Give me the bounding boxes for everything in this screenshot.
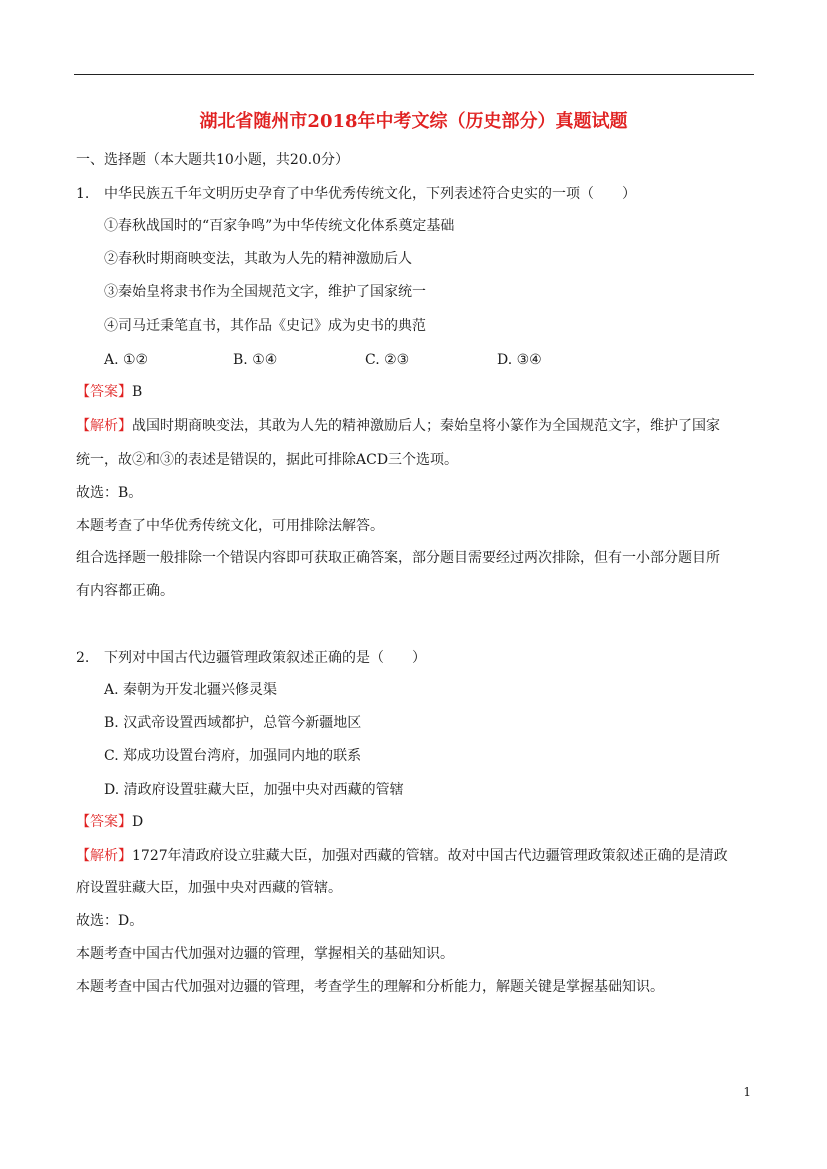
header-rule [74, 74, 754, 75]
question-1-option-a: A. ①② [104, 352, 149, 368]
answer-value: D [132, 814, 144, 830]
question-2-option-d: D. 清政府设置驻藏大臣，加强中央对西藏的管辖 [104, 782, 404, 798]
question-2-option-a: A. 秦朝为开发北疆兴修灵渠 [104, 682, 278, 698]
question-1-number: 1. [76, 186, 90, 202]
page-number: 1 [743, 1085, 751, 1099]
question-1-option-d: D. ③④ [497, 352, 542, 368]
question-1-answer [76, 382, 142, 402]
question-1-note: 有内容都正确。 [76, 583, 174, 599]
question-1-statement: ①春秋战国时的“百家争鸣”为中华传统文化体系奠定基础 [104, 218, 455, 234]
question-1-analysis-line-2: 统一，故②和③的表述是错误的，据此可排除ACD三个选项。 [76, 452, 459, 468]
question-2-analysis-line-2: 府设置驻藏大臣，加强中央对西藏的管辖。 [76, 880, 342, 896]
question-1-stem: 中华民族五千年文明历史孕育了中华优秀传统文化，下列表述符合史实的一项（ ） [104, 186, 636, 202]
question-2-note: 本题考查中国古代加强对边疆的管理，考查学生的理解和分析能力，解题关键是掌握基础知识。 [76, 979, 664, 995]
question-2-analysis-line-1 [76, 846, 728, 866]
question-2-choice: 故选：D。 [76, 913, 144, 929]
question-1-statement: ④司马迁秉笔直书，其作品《史记》成为史书的典范 [104, 318, 426, 334]
question-2-stem: 下列对中国古代边疆管理政策叙述正确的是（ ） [104, 650, 426, 666]
question-2-option-c: C. 郑成功设置台湾府，加强同内地的联系 [104, 748, 362, 764]
analysis-tag: 【解析】 [76, 848, 132, 864]
question-2-number: 2. [76, 650, 90, 666]
analysis-text: 战国时期商映变法，其敢为人先的精神激励后人；秦始皇将小篆作为全国规范文字，维护了国家 [132, 418, 720, 434]
question-2-option-b: B. 汉武帝设置西域都护，总管今新疆地区 [104, 715, 362, 731]
question-1-choice: 故选：B。 [76, 485, 143, 501]
question-2-answer [76, 812, 143, 832]
question-1-analysis-line-1 [76, 416, 720, 436]
section-heading: 一、选择题（本大题共10小题，共20.0分） [76, 152, 349, 168]
question-2-note: 本题考查中国古代加强对边疆的管理，掌握相关的基础知识。 [76, 946, 454, 962]
answer-tag: 【答案】 [76, 384, 132, 400]
question-1-option-c: C. ②③ [365, 352, 410, 368]
question-1-option-b: B. ①④ [233, 352, 278, 368]
analysis-tag: 【解析】 [76, 418, 132, 434]
answer-tag: 【答案】 [76, 814, 132, 830]
analysis-text: 1727年清政府设立驻藏大臣，加强对西藏的管辖。故对中国古代边疆管理政策叙述正确的是清政 [132, 848, 728, 864]
document-title: 湖北省随州市2018年中考文综（历史部分）真题试题 [199, 111, 628, 132]
answer-value: B [132, 384, 143, 400]
question-1-note: 组合选择题一般排除一个错误内容即可获取正确答案，部分题目需要经过两次排除，但有一小部分题目所 [76, 550, 720, 566]
question-1-statement: ③秦始皇将隶书作为全国规范文字，维护了国家统一 [104, 284, 426, 300]
question-1-statement: ②春秋时期商映变法，其敢为人先的精神激励后人 [104, 251, 412, 267]
question-1-note: 本题考查了中华优秀传统文化，可用排除法解答。 [76, 518, 384, 534]
